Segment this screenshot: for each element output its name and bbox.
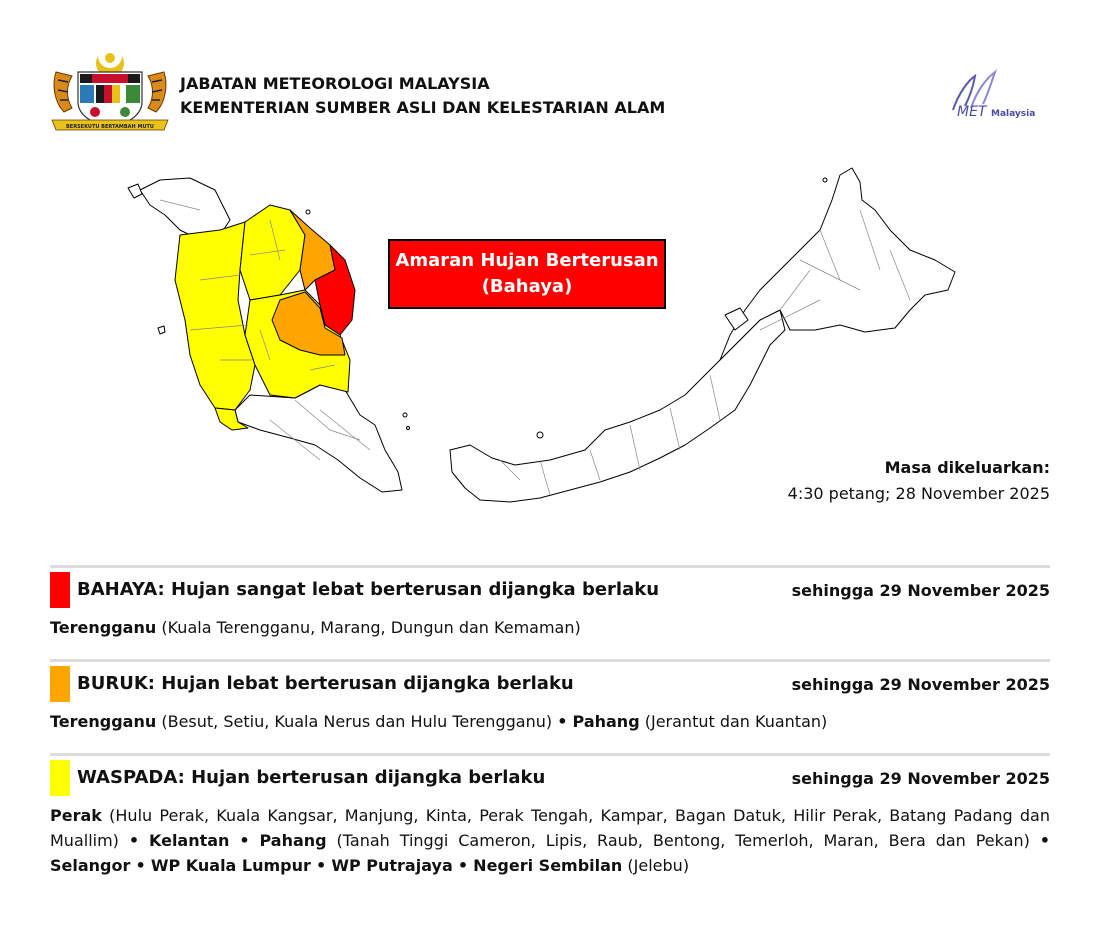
svg-text:BERSEKUTU BERTAMBAH MUTU: BERSEKUTU BERTAMBAH MUTU: [66, 124, 154, 130]
level-waspada-title: WASPADA: Hujan berterusan dijangka berlaku: [77, 767, 546, 788]
level-waspada-until: sehingga 29 November 2025: [791, 769, 1050, 788]
separator: •: [316, 856, 327, 875]
area-state: Terengganu: [50, 712, 157, 731]
area-state: Pahang: [259, 831, 327, 850]
separator: •: [135, 856, 146, 875]
level-buruk-swatch: [50, 666, 70, 702]
warning-levels: [50, 565, 1050, 897]
separator: •: [1039, 831, 1050, 850]
region-south-peninsula: [235, 385, 402, 492]
separator: •: [128, 831, 140, 850]
level-buruk-title: BURUK: Hujan lebat berterusan dijangka berlaku: [77, 673, 574, 694]
level-bahaya: [50, 565, 1050, 640]
area-state: Perak: [50, 806, 102, 825]
area-state: Selangor: [50, 856, 131, 875]
level-waspada-swatch: [50, 760, 70, 796]
logo-met-text: MET: [957, 104, 987, 120]
separator: •: [557, 712, 568, 731]
level-bahaya-swatch: [50, 572, 70, 608]
area-state: WP Putrajaya: [331, 856, 453, 875]
agency-block: [180, 72, 665, 120]
area-state: Negeri Sembilan: [473, 856, 623, 875]
area-districts: (Besut, Setiu, Kuala Nerus dan Hulu Terengganu): [161, 712, 553, 731]
header: [50, 50, 1050, 140]
separator: •: [457, 856, 469, 875]
metmalaysia-logo: [935, 68, 1050, 120]
area-districts: (Kuala Terengganu, Marang, Dungun dan Kemaman): [161, 618, 581, 637]
warning-title-line1: Amaran Hujan Berterusan: [395, 250, 659, 271]
issued-time: 4:30 petang; 28 November 2025: [787, 484, 1050, 503]
issued-time-block: [788, 455, 1050, 507]
agency-name: JABATAN METEOROLOGI MALAYSIA: [180, 74, 490, 93]
ministry-name: KEMENTERIAN SUMBER ASLI DAN KELESTARIAN ALAM: [180, 98, 666, 117]
area-state: Terengganu: [50, 618, 157, 637]
area-state: Pahang: [572, 712, 640, 731]
level-waspada-areas: [50, 803, 1050, 878]
level-buruk-until: sehingga 29 November 2025: [791, 675, 1050, 694]
level-bahaya-areas: [50, 615, 1050, 640]
level-waspada: [50, 753, 1050, 878]
area-state: Kelantan: [148, 831, 230, 850]
area-districts: (Jelebu): [627, 856, 690, 875]
area-districts: (Hulu Perak, Kuala Kangsar, Manjung, Kinta, Perak Tengah, Kampar, Bagan Datuk, Hilir Perak, Batang Padang dan Muallim): [50, 806, 1051, 850]
level-buruk-areas: [50, 709, 1050, 734]
issued-label: Masa dikeluarkan:: [884, 458, 1050, 477]
warning-title-line2: (Bahaya): [481, 276, 573, 297]
logo-malaysia-text: Malaysia: [991, 109, 1036, 119]
area-districts: (Jerantut dan Kuantan): [644, 712, 828, 731]
area-state: WP Kuala Lumpur: [150, 856, 311, 875]
level-bahaya-until: sehingga 29 November 2025: [791, 581, 1050, 600]
separator: •: [239, 831, 250, 850]
level-buruk: [50, 659, 1050, 734]
coat-of-arms-icon: [50, 50, 170, 136]
warning-title-box: [388, 239, 666, 309]
area-districts: (Tanah Tinggi Cameron, Lipis, Raub, Bentong, Temerloh, Maran, Bera dan Pekan): [336, 831, 1030, 850]
level-bahaya-title: BAHAYA: Hujan sangat lebat berterusan dijangka berlaku: [77, 579, 660, 600]
